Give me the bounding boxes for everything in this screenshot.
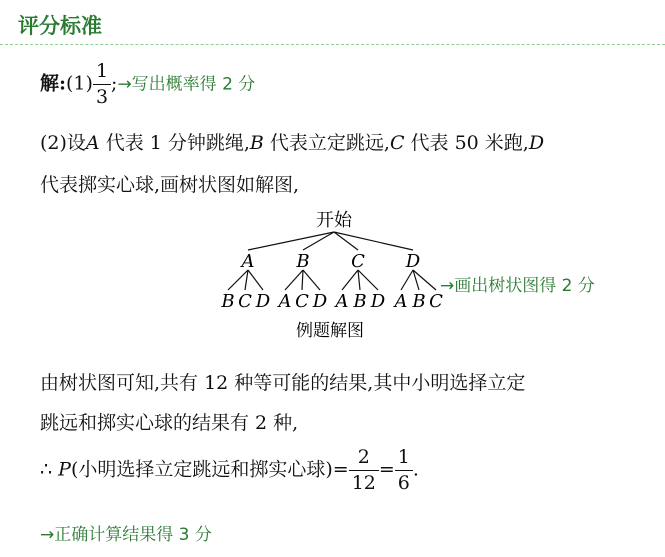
fraction-numerator: 1 (395, 448, 413, 471)
equals-sign: = (332, 458, 349, 481)
tree-node-c: C (351, 251, 365, 272)
tree-score-note: →画出树状图得 2 分 (440, 276, 595, 296)
tree-leaf: C (238, 291, 252, 312)
tree-leaf: B (353, 291, 367, 312)
part2-text: 代表 50 米跑, (404, 132, 529, 154)
part2-line2 (40, 170, 299, 197)
header-divider (0, 44, 665, 45)
fraction-denominator: 6 (397, 472, 410, 494)
tree-leaf: A (278, 291, 292, 312)
event-description: (小明选择立定跳远和掷实心球) (70, 458, 333, 481)
var-c: C (389, 132, 405, 154)
fraction-one-sixth (395, 448, 413, 493)
tree-leaf: D (255, 291, 271, 312)
part2-line1 (40, 128, 544, 155)
tree-leaf: C (295, 291, 309, 312)
probability-formula (40, 448, 419, 493)
part2-text: 代表掷实心球,画树状图如解图, (40, 174, 300, 196)
tree-root: 开始 (316, 210, 352, 231)
tree-node-d: D (405, 251, 421, 272)
tree-leaf: C (429, 291, 443, 312)
tree-leaf: A (394, 291, 408, 312)
var-d: D (528, 132, 545, 154)
tree-leaf: A (335, 291, 349, 312)
fraction-numerator: 2 (349, 448, 379, 471)
equals-sign: = (378, 458, 395, 481)
formula-period: . (412, 458, 419, 481)
tree-leaf: B (412, 291, 426, 312)
tree-caption: 例题解图 (296, 321, 364, 341)
var-b: B (249, 132, 264, 154)
part1-score-note: →写出概率得 2 分 (117, 74, 256, 95)
var-a: A (85, 132, 100, 154)
conclusion-line2: 跳远和掷实心球的结果有 2 种, (40, 412, 299, 434)
part1-fraction-denominator: 3 (95, 86, 109, 108)
part1-semicolon: ; (111, 72, 118, 95)
tree-leaf: D (312, 291, 328, 312)
final-score-note: →正确计算结果得 3 分 (40, 525, 212, 545)
conclusion-line1: 由树状图可知,共有 12 种等可能的结果,其中小明选择立定 (40, 372, 526, 394)
tree-node-a: A (241, 251, 255, 272)
part2-text: 代表 1 分钟跳绳, (99, 132, 250, 154)
part1-line (40, 62, 255, 107)
tree-leaf: B (221, 291, 235, 312)
tree-node-b: B (296, 251, 310, 272)
fraction-two-twelfths (349, 448, 379, 493)
solution-label: 解: (40, 72, 67, 95)
probability-symbol: P (58, 458, 71, 481)
therefore-symbol: ∴ (40, 458, 53, 481)
part1-number: (1) (66, 72, 93, 95)
scoring-header: 评分标准 (18, 14, 102, 38)
part1-fraction-numerator: 1 (93, 62, 111, 85)
tree-leaf: D (370, 291, 386, 312)
part1-fraction (93, 62, 111, 107)
fraction-denominator: 12 (351, 472, 376, 494)
part2-text: (2)设 (40, 132, 86, 154)
part2-text: 代表立定跳远, (263, 132, 390, 154)
